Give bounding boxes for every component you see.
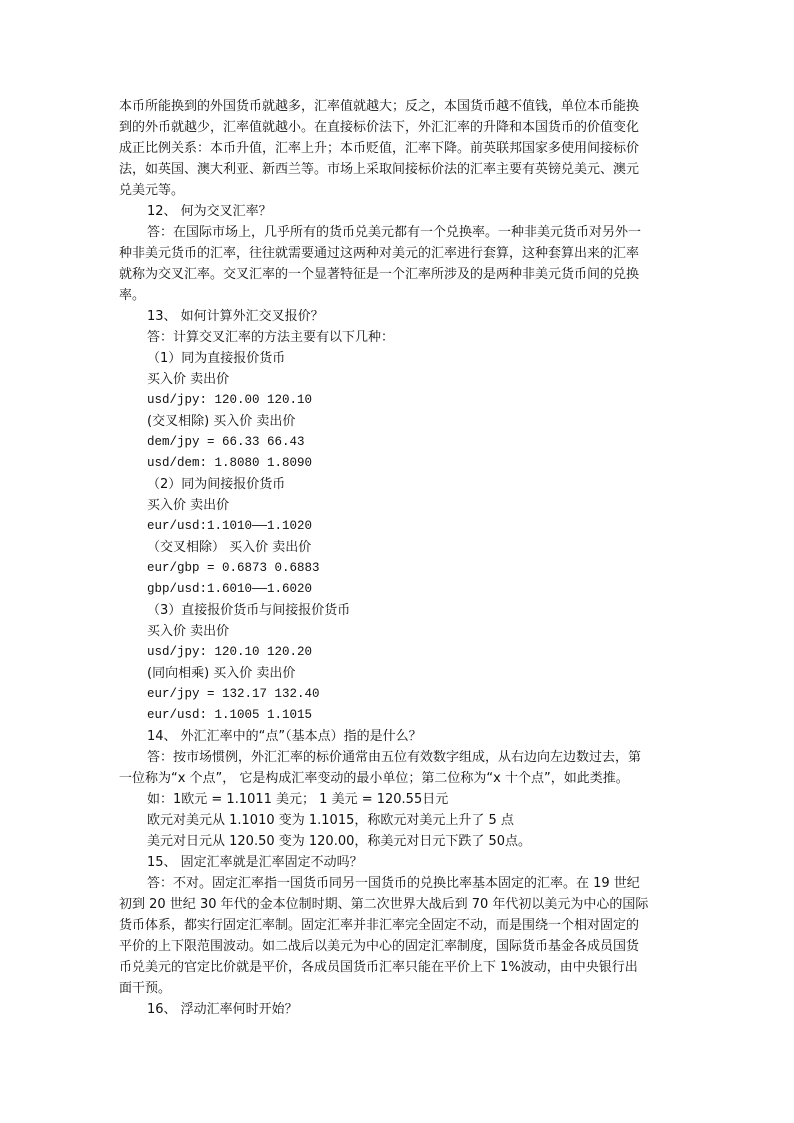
text-line: （交叉相除） 买入价 卖出价 (147, 540, 312, 555)
text-line: 一位称为“x 个点”， 它是构成汇率变动的最小单位；第二位称为“x 十个点”，如此类推。 (119, 771, 629, 786)
text-line: 14、 外汇汇率中的“点”（基本点）指的是什么？ (147, 729, 422, 744)
text-line: eur/gbp = 0.6873 0.6883 (147, 561, 320, 575)
text-line: eur/usd:1.1010——1.1020 (147, 519, 313, 533)
text-line: （2）同为间接报价货币 (147, 477, 286, 492)
text-line: 面干预。 (119, 981, 172, 996)
text-line: 种非美元货币的汇率，往往就需要通过这两种对美元的汇率进行套算，这种套算出来的汇率 (119, 246, 640, 261)
text-line: 本币所能换到的外国货币就越多，汇率值就越大；反之，本国货币越不值钱，单位本币能换 (119, 99, 640, 114)
text-line: dem/jpy = 66.33 66.43 (147, 435, 305, 449)
text-line: 买入价 卖出价 (147, 624, 230, 639)
text-line: (交叉相除) 买入价 卖出价 (147, 414, 296, 429)
text-line: 法，如英国、澳大利亚、新西兰等。市场上采取间接标价法的汇率主要有英镑兑美元、澳元 (119, 162, 640, 177)
text-line: 答：在国际市场上，几乎所有的货币兑美元都有一个兑换率。一种非美元货币对另外一 (147, 225, 642, 240)
document-page (119, 96, 709, 1020)
text-line: (同向相乘) 买入价 卖出价 (147, 666, 296, 681)
text-line: 答：按市场惯例，外汇汇率的标价通常由五位有效数字组成，从右边向左边数过去，第 (147, 750, 642, 765)
text-line: （3）直接报价货币与间接报价货币 (147, 603, 351, 618)
text-line: 答：不对。固定汇率指一国货币同另一国货币的兑换比率基本固定的汇率。在 19 世纪 (147, 876, 640, 891)
text-line: 15、 固定汇率就是汇率固定不动吗？ (147, 855, 363, 870)
text-line: 货币体系，都实行固定汇率制。固定汇率并非汇率完全固定不动，而是围绕一个相对固定的 (119, 918, 640, 933)
text-line: 欧元对美元从 1.1010 变为 1.1015，称欧元对美元上升了 5 点 (147, 813, 514, 828)
text-line: 平价的上下限范围波动。如二战后以美元为中心的固定汇率制度，国际货币基金各成员国货 (119, 939, 640, 954)
text-line: 币兑美元的官定比价就是平价，各成员国货币汇率只能在平价上下 1%波动，由中央银行出 (119, 960, 638, 975)
text-line: 13、 如何计算外汇交叉报价？ (147, 309, 324, 324)
text-line: eur/jpy = 132.17 132.40 (147, 687, 320, 701)
text-line: 初到 20 世纪 30 年代的金本位制时期、第二次世界大战后到 70 年代初以美元为中心的国际 (119, 897, 649, 912)
text-line: gbp/usd:1.6010——1.6020 (147, 582, 313, 596)
text-line: 16、 浮动汇率何时开始？ (147, 1002, 298, 1017)
text-line: usd/jpy: 120.00 120.10 (147, 393, 313, 407)
text-line: 12、 何为交叉汇率？ (147, 204, 272, 219)
text-line: 成正比例关系：本币升值，汇率上升；本币贬值，汇率下降。前英联邦国家多使用间接标价 (119, 141, 640, 156)
text-line: 答：计算交叉汇率的方法主要有以下几种： (147, 330, 395, 345)
text-line: usd/jpy: 120.10 120.20 (147, 645, 313, 659)
text-line: 兑美元等。 (119, 183, 185, 198)
text-line: eur/usd: 1.1005 1.1015 (147, 708, 313, 722)
text-line: 如：1欧元 = 1.1011 美元； 1 美元 = 120.55日元 (147, 792, 449, 807)
text-line: 买入价 卖出价 (147, 498, 230, 513)
text-line: （1）同为直接报价货币 (147, 351, 286, 366)
text-line: 到的外币就越少，汇率值就越小。在直接标价法下，外汇汇率的升降和本国货币的价值变化 (119, 120, 640, 135)
text-line: 就称为交叉汇率。交叉汇率的一个显著特征是一个汇率所涉及的是两种非美元货币间的兑换 (119, 267, 640, 282)
text-line: 率。 (119, 288, 146, 303)
text-line: 美元对日元从 120.50 变为 120.00，称美元对日元下跌了 50点。 (147, 834, 532, 849)
text-line: 买入价 卖出价 (147, 372, 230, 387)
text-line: usd/dem: 1.8080 1.8090 (147, 456, 313, 470)
